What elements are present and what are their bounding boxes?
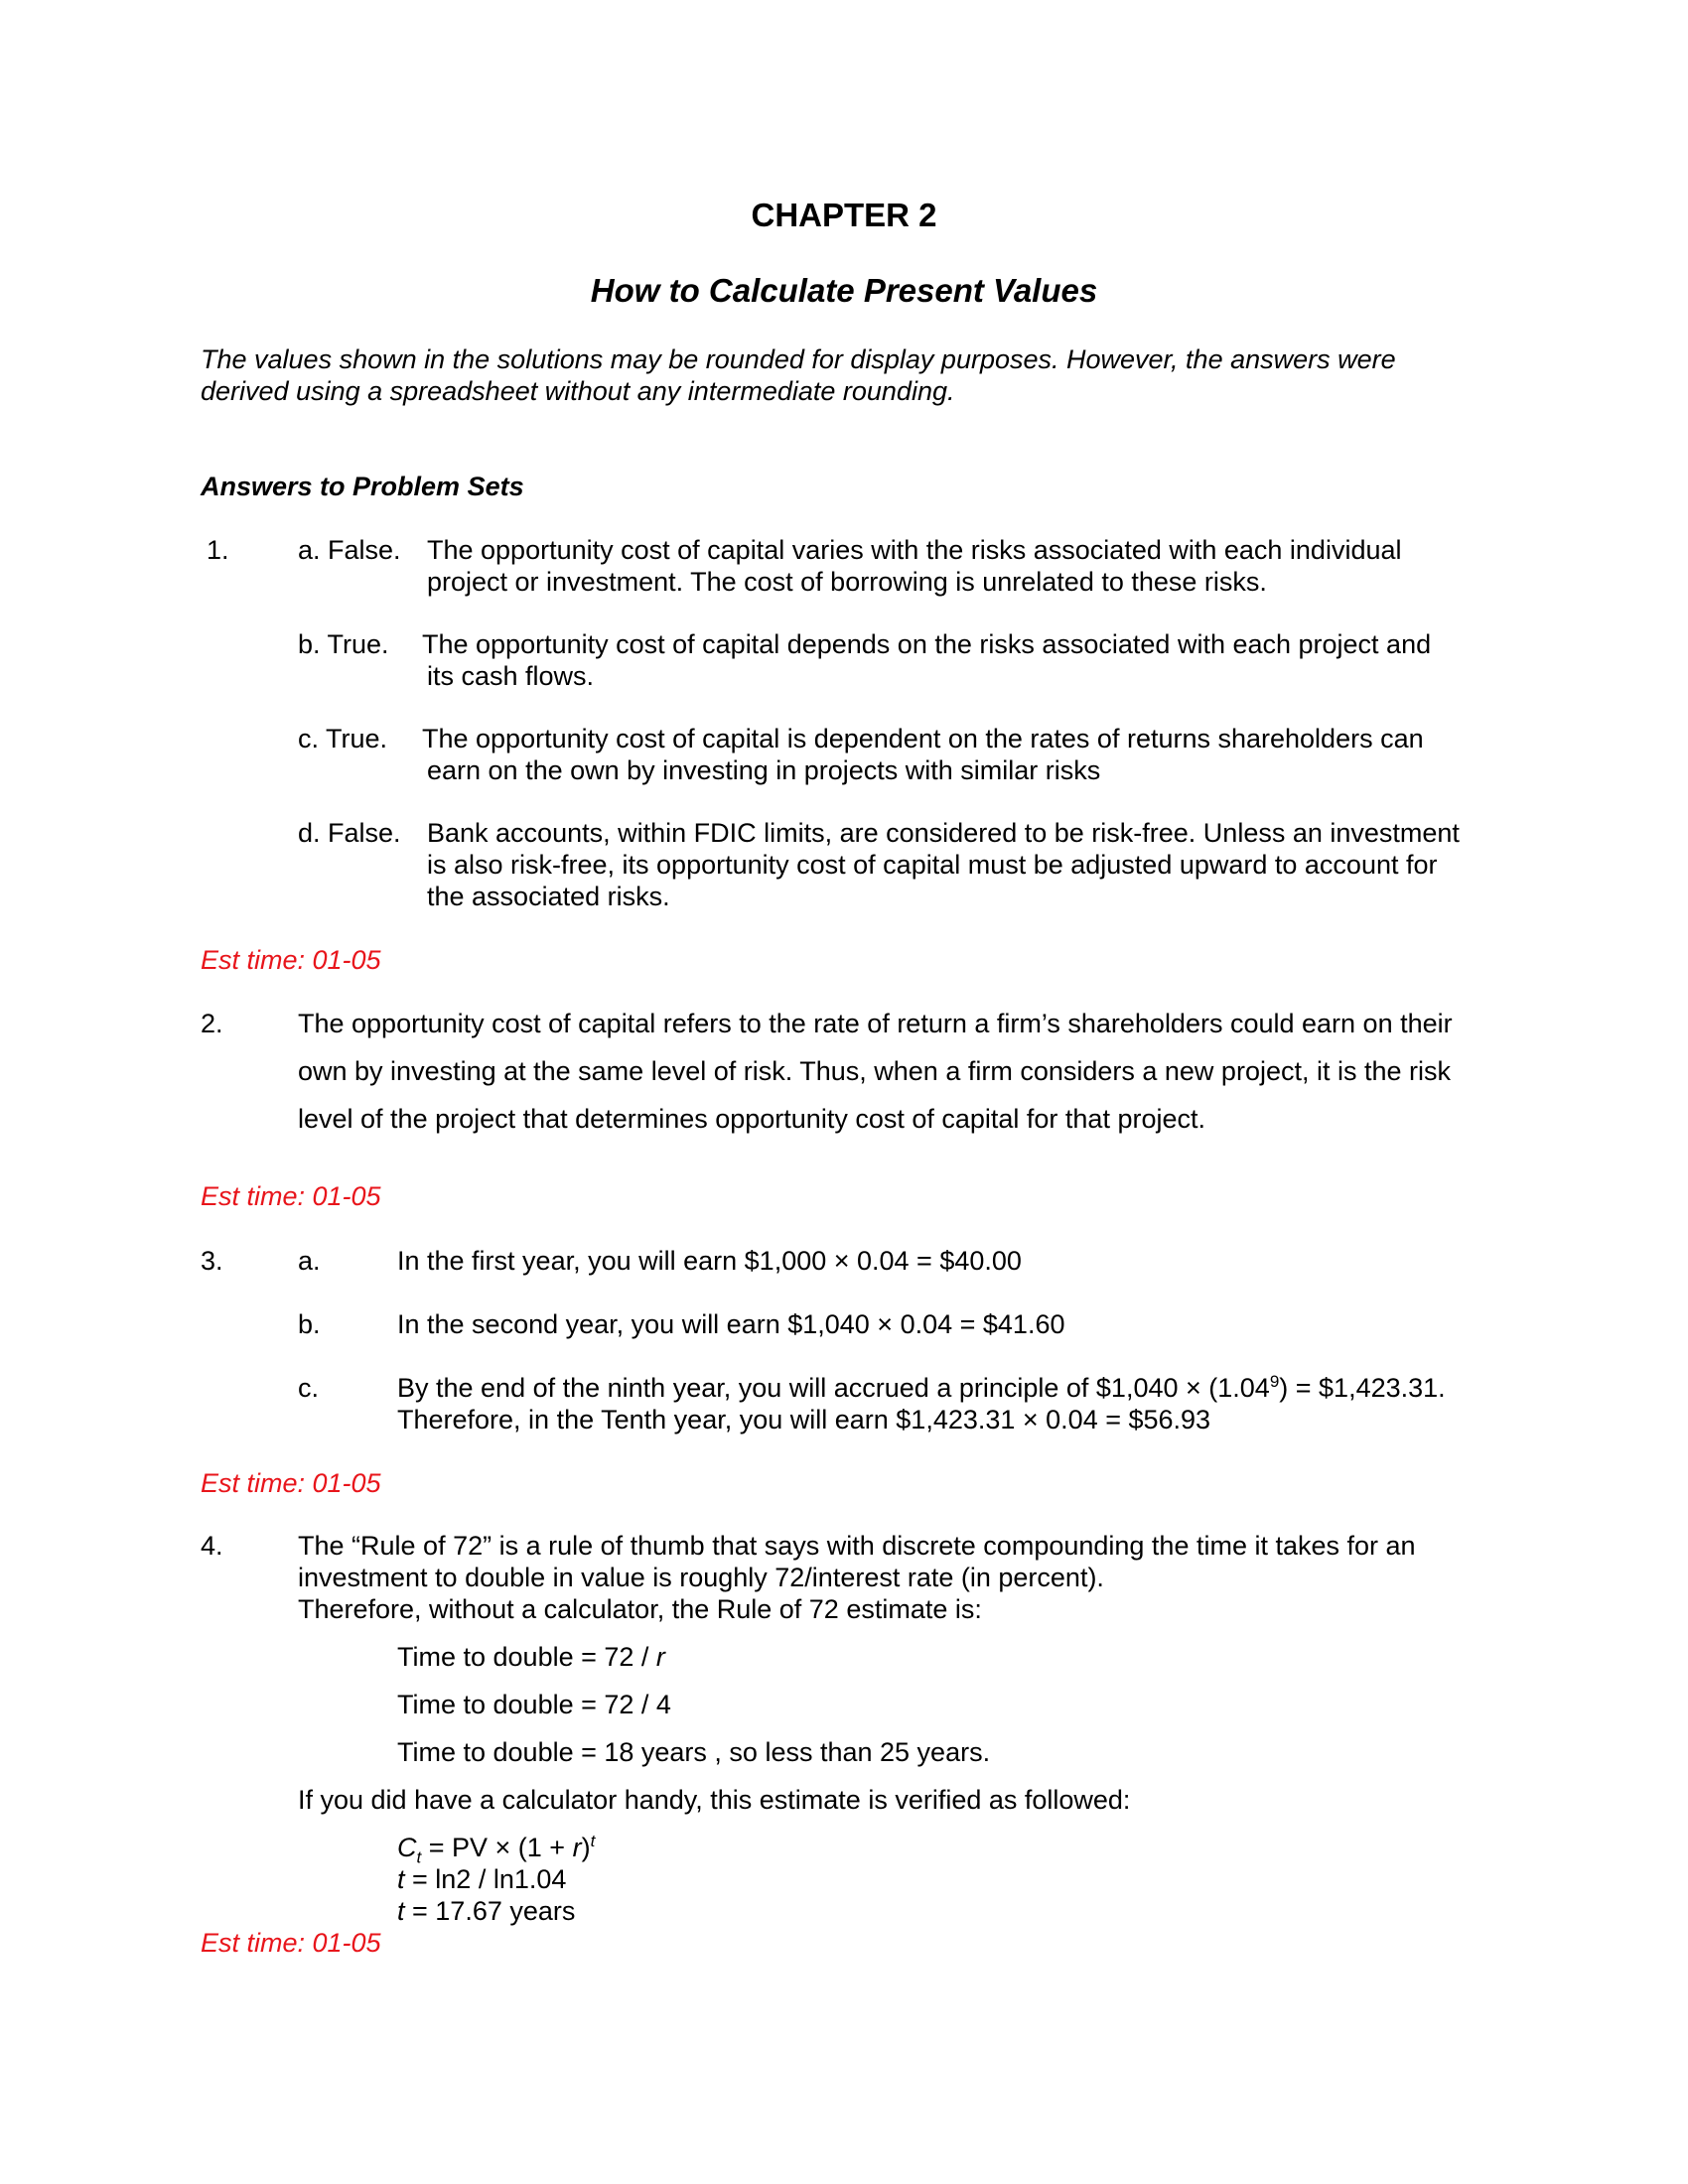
problem-3c-line-1-post: ) = $1,423.31. xyxy=(1279,1373,1446,1403)
problem-4-line-1: The “Rule of 72” is a rule of thumb that says with discrete compounding the time it takes for an xyxy=(298,1531,1416,1561)
formula-c: C xyxy=(397,1833,417,1862)
problem-1d-line-1: Bank accounts, within FDIC limits, are considered to be risk-free. Unless an investment xyxy=(427,818,1460,848)
problem-2-line-1: The opportunity cost of capital refers to the rate of return a firm’s shareholders could earn on their xyxy=(298,1009,1453,1038)
problem-3c-label: c. xyxy=(298,1373,320,1403)
formula-exponent-t: t xyxy=(590,1832,596,1850)
problem-4-line-2: investment to double in value is roughly 72/interest rate (in percent). xyxy=(298,1563,1104,1592)
page-subtitle: How to Calculate Present Values xyxy=(590,272,1098,309)
problem-3c-line-2: Therefore, in the Tenth year, you will earn $1,423.31 × 0.04 = $56.93 xyxy=(397,1405,1211,1434)
section-heading: Answers to Problem Sets xyxy=(201,472,524,501)
problem-1b-label: b. True. xyxy=(298,629,389,659)
est-time-4: Est time: 01-05 xyxy=(201,1928,381,1958)
problem-3-number: 3. xyxy=(201,1246,223,1276)
est-time-1: Est time: 01-05 xyxy=(201,945,381,975)
problem-1b-line-1: The opportunity cost of capital depends on the risks associated with each project and xyxy=(422,629,1432,659)
problem-1d-line-3: the associated risks. xyxy=(427,882,670,911)
formula-ln xyxy=(397,1863,566,1896)
problem-1a-line-1: The opportunity cost of capital varies with the risks associated with each individual xyxy=(427,535,1402,565)
formula-c-subscript: t xyxy=(416,1847,422,1867)
equation-time-to-double-r xyxy=(397,1641,665,1674)
problem-1b-line-2: its cash flows. xyxy=(427,661,595,691)
formula-compounding xyxy=(397,1832,596,1867)
problem-3c-line-1 xyxy=(397,1372,1446,1405)
problem-2-line-2: own by investing at the same level of risk. Thus, when a firm considers a new project, it is the risk xyxy=(298,1056,1451,1086)
exponent-9: 9 xyxy=(1269,1372,1280,1391)
problem-2-number: 2. xyxy=(201,1009,223,1038)
problem-3a-label: a. xyxy=(298,1246,321,1276)
formula-mid: = PV × (1 + xyxy=(421,1833,573,1862)
problem-1c-label: c. True. xyxy=(298,724,388,753)
equation-time-to-double-18: Time to double = 18 years , so less than 25 years. xyxy=(397,1737,991,1767)
problem-4-line-3: Therefore, without a calculator, the Rule of 72 estimate is: xyxy=(298,1594,982,1624)
problem-1-number: 1. xyxy=(207,535,229,565)
chapter-title: CHAPTER 2 xyxy=(751,197,937,233)
formula-r: r xyxy=(572,1833,582,1862)
formula-result xyxy=(397,1895,575,1928)
problem-1d-line-2: is also risk-free, its opportunity cost of capital must be adjusted upward to account for xyxy=(427,850,1438,880)
problem-1c-line-1: The opportunity cost of capital is dependent on the rates of returns shareholders can xyxy=(422,724,1424,753)
problem-1a-label: a. False. xyxy=(298,535,401,565)
formula-result-rest: = 17.67 years xyxy=(404,1896,576,1926)
formula-close: ) xyxy=(581,1833,591,1862)
problem-4-number: 4. xyxy=(201,1531,223,1561)
est-time-2: Est time: 01-05 xyxy=(201,1181,381,1211)
problem-1c-line-2: earn on the own by investing in projects with similar risks xyxy=(427,755,1101,785)
problem-3a-text: In the first year, you will earn $1,000 × 0.04 = $40.00 xyxy=(397,1246,1022,1276)
problem-3b-text: In the second year, you will earn $1,040 × 0.04 = $41.60 xyxy=(397,1309,1065,1339)
equation-1-variable-r: r xyxy=(655,1642,665,1672)
equation-time-to-double-4: Time to double = 72 / 4 xyxy=(397,1690,671,1719)
problem-2-line-3: level of the project that determines opportunity cost of capital for that project. xyxy=(298,1104,1205,1134)
equation-1-text: Time to double = 72 / xyxy=(397,1642,656,1672)
problem-1d-label: d. False. xyxy=(298,818,401,848)
problem-1a-line-2: project or investment. The cost of borrowing is unrelated to these risks. xyxy=(427,567,1267,597)
intro-line-1: The values shown in the solutions may be rounded for display purposes. However, the answers were xyxy=(201,344,1396,374)
problem-4-verify: If you did have a calculator handy, this estimate is verified as followed: xyxy=(298,1785,1131,1815)
problem-3c-line-1-pre: By the end of the ninth year, you will accrued a principle of $1,040 × (1.04 xyxy=(397,1373,1270,1403)
problem-3b-label: b. xyxy=(298,1309,321,1339)
formula-result-t: t xyxy=(397,1896,405,1926)
formula-ln-t: t xyxy=(397,1864,405,1894)
formula-ln-rest: = ln2 / ln1.04 xyxy=(404,1864,567,1894)
est-time-3: Est time: 01-05 xyxy=(201,1468,381,1498)
intro-line-2: derived using a spreadsheet without any intermediate rounding. xyxy=(201,376,955,406)
